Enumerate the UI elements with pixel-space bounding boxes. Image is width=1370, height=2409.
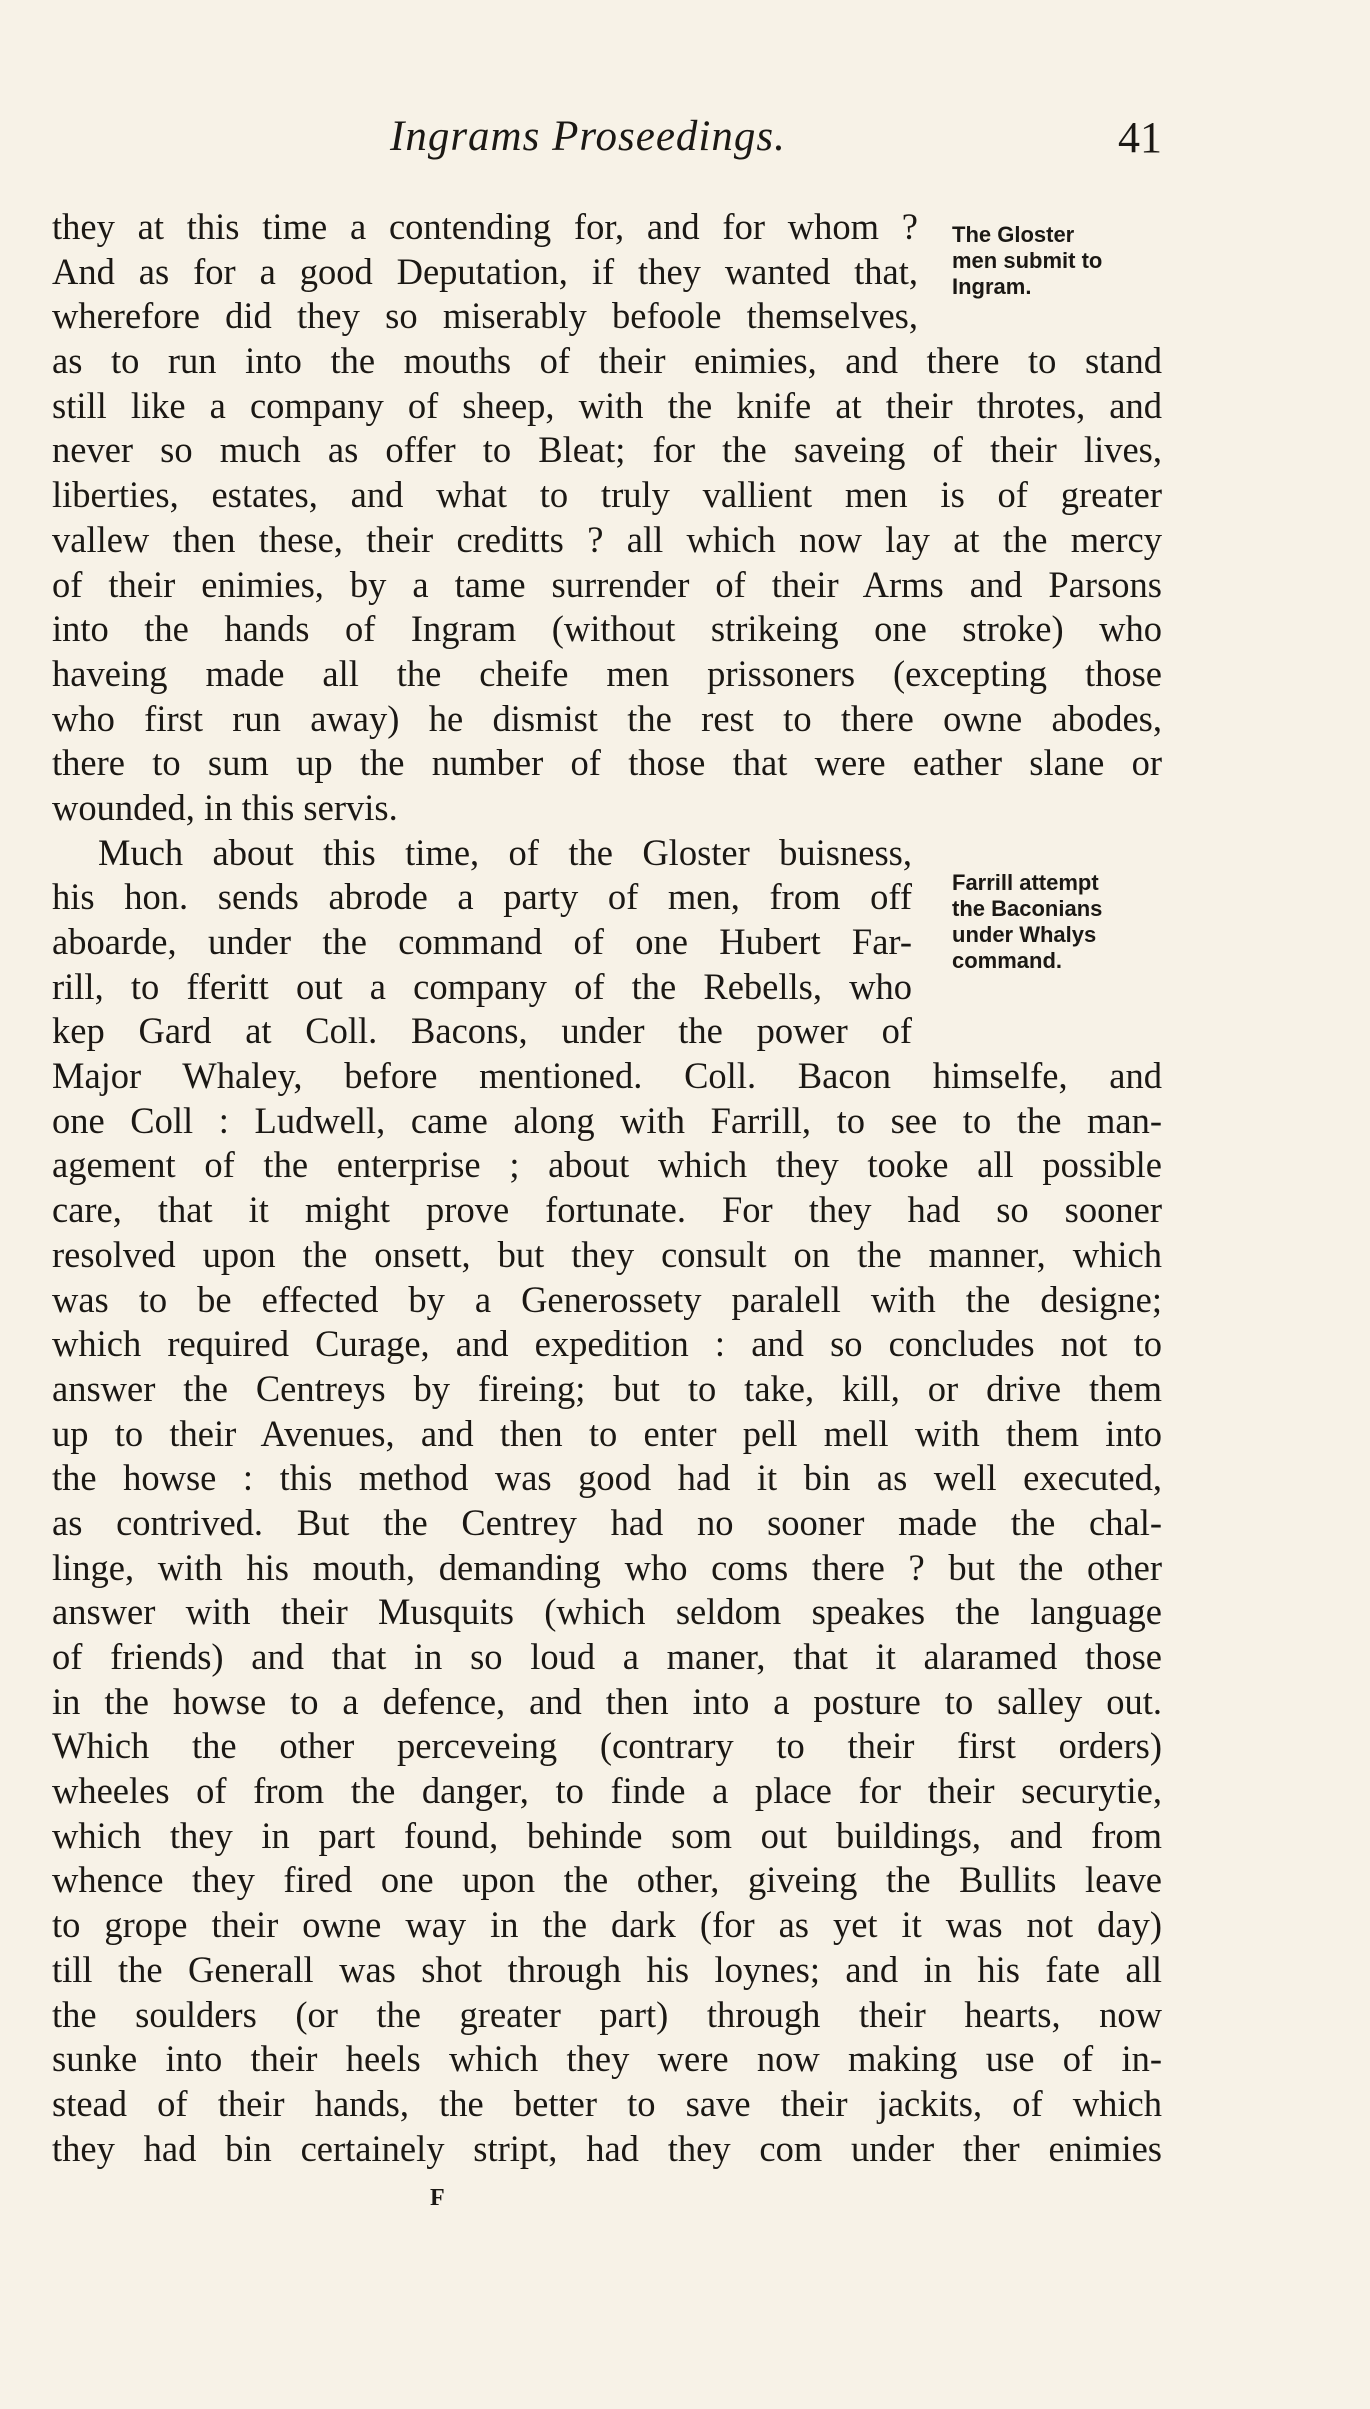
page-number: 41 [1118, 113, 1162, 162]
body-text [52, 205, 1162, 2171]
text-line: up to their Avenues, and then to enter pell mell with them into [52, 1412, 1162, 1454]
text-line: linge, with his mouth, demanding who coms there ? but the other [52, 1546, 1162, 1588]
text-line: wounded, in this servis. [52, 786, 398, 828]
margin-note-line: men submit to [952, 248, 1103, 273]
text-line: of friends) and that in so loud a maner, that it alaramed those [52, 1636, 1162, 1677]
margin-note-line: the Baconians [952, 896, 1103, 921]
text-line: wheeles of from the danger, to finde a place for their securytie, [52, 1770, 1162, 1812]
text-line: which required Curage, and expedition : and so concludes not to [52, 1323, 1162, 1365]
text-line: wherefore did they so miserably befoole themselves, [52, 295, 918, 337]
text-line: vallew then these, their creditts ? all which now lay at the mercy [52, 518, 1162, 560]
text-line: who first run away) he dismist the rest to there owne abodes, [52, 697, 1162, 739]
text-line: haveing made all the cheife men prissoners (excepting those [52, 652, 1162, 694]
text-line: in the howse to a defence, and then into a posture to salley out. [52, 1680, 1162, 1722]
text-line: sunke into their heels which they were now making use of in- [52, 2038, 1162, 2080]
text-line: Much about this time, of the Gloster buisness, [98, 831, 912, 873]
text-line: rill, to fferitt out a company of the Rebells, who [52, 965, 912, 1007]
text-line: the soulders (or the greater part) through their hearts, now [52, 1993, 1162, 2035]
text-line: care, that it might prove fortunate. For they had so sooner [52, 1189, 1162, 1231]
text-line: till the Generall was shot through his loynes; and in his fate all [52, 1948, 1162, 1990]
text-line: agement of the enterprise ; about which they tooke all possible [52, 1144, 1162, 1186]
text-line: the howse : this method was good had it bin as well executed, [52, 1457, 1162, 1499]
text-line: liberties, estates, and what to truly vallient men is of greater [52, 474, 1162, 516]
text-line: never so much as offer to Bleat; for the saveing of their lives, [52, 429, 1162, 471]
text-line: stead of their hands, the better to save their jackits, of which [52, 2082, 1162, 2124]
running-title: Ingrams Proseedings. [390, 113, 786, 160]
text-line: as contrived. But the Centrey had no sooner made the chal- [52, 1501, 1162, 1543]
margin-note-farrill [952, 870, 1102, 974]
margin-note-line: command. [952, 948, 1063, 973]
text-line: of their enimies, by a tame surrender of their Arms and Parsons [52, 563, 1162, 605]
text-line: Major Whaley, before mentioned. Coll. Bacon himselfe, and [52, 1055, 1162, 1097]
text-line: answer with their Musquits (which seldom speakes the language [52, 1591, 1162, 1633]
text-line: kep Gard at Coll. Bacons, under the power of [52, 1010, 912, 1052]
margin-note-line: Farrill attempt [952, 870, 1099, 895]
text-line: they at this time a contending for, and for whom ? [52, 206, 918, 247]
text-line: which they in part found, behinde som out buildings, and from [52, 1814, 1162, 1856]
text-line: still like a company of sheep, with the knife at their throtes, and [52, 384, 1162, 426]
margin-note-gloster [952, 222, 1102, 300]
margin-note-line: under Whalys [952, 922, 1097, 947]
text-line: one Coll : Ludwell, came along with Farrill, to see to the man- [52, 1099, 1162, 1141]
text-line: resolved upon the onsett, but they consult on the manner, which [52, 1233, 1162, 1275]
text-line: aboarde, under the command of one Hubert Far- [52, 921, 912, 962]
text-line: into the hands of Ingram (without strikeing one stroke) who [52, 608, 1162, 650]
text-line: to grope their owne way in the dark (for as yet it was not day) [52, 1904, 1162, 1946]
signature-mark: F [430, 2185, 445, 2211]
margin-note-line: Ingram. [952, 274, 1032, 299]
text-line: as to run into the mouths of their enimies, and there to stand [52, 340, 1162, 382]
text-line: And as for a good Deputation, if they wanted that, [52, 250, 918, 292]
text-line: Which the other perceveing (contrary to their first orders) [52, 1725, 1162, 1767]
text-line: answer the Centreys by fireing; but to take, kill, or drive them [52, 1367, 1162, 1409]
text-line: they had bin certainely stript, had they com under ther enimies [52, 2127, 1162, 2169]
text-line: was to be effected by a Generossety paralell with the designe; [52, 1278, 1162, 1320]
margin-note-line: The Gloster [952, 222, 1075, 247]
text-line: his hon. sends abrode a party of men, from off [52, 876, 912, 918]
text-line: there to sum up the number of those that were eather slane or [52, 742, 1162, 784]
text-line: whence they fired one upon the other, giveing the Bullits leave [52, 1859, 1162, 1901]
